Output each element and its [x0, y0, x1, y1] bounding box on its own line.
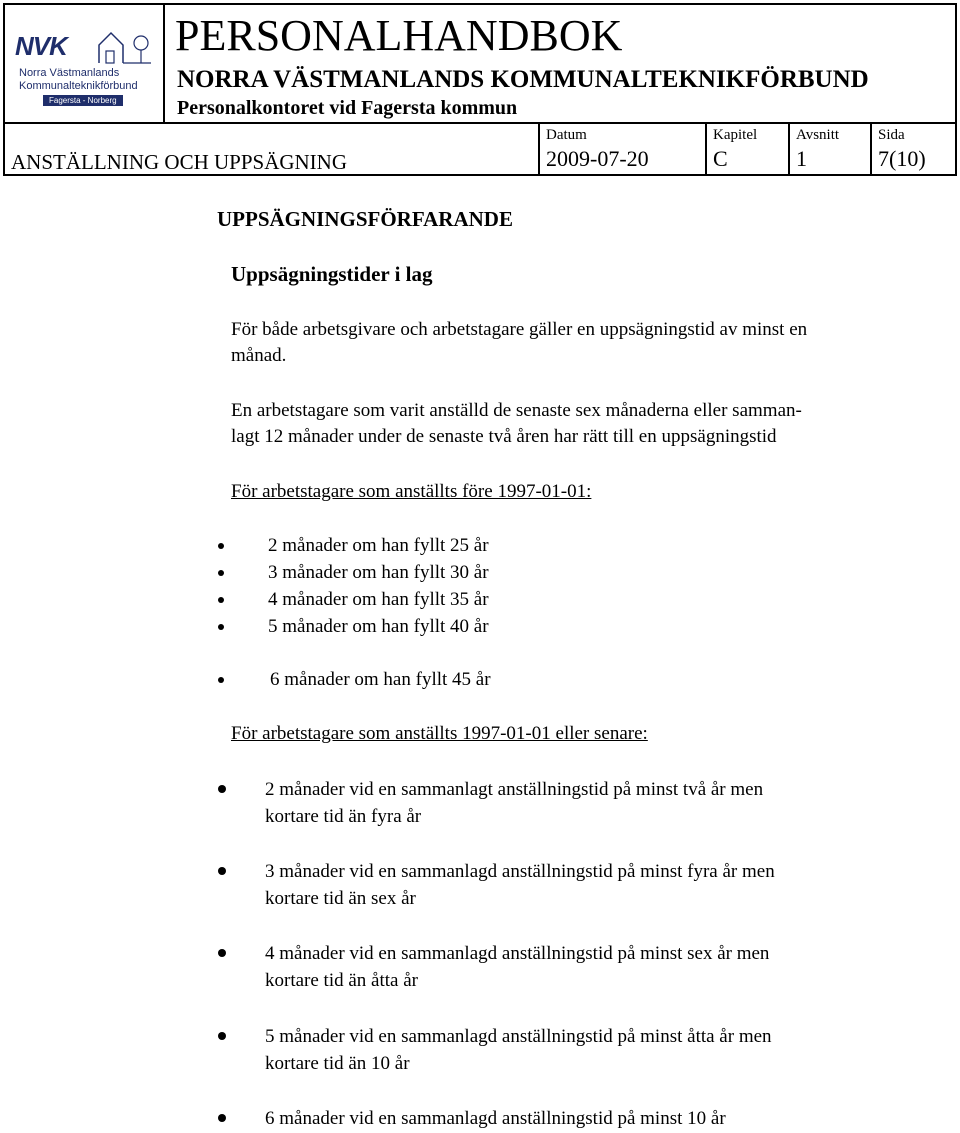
house-tree-icon — [97, 29, 153, 65]
subsection-heading: Uppsägningstider i lag — [231, 262, 433, 286]
avsnitt-value: 1 — [796, 146, 807, 171]
title-block — [165, 5, 955, 124]
sida-label: Sida — [878, 127, 905, 143]
bullet-icon — [218, 597, 224, 603]
bullet-icon — [218, 624, 224, 630]
document-title: PERSONALHANDBOK — [175, 11, 623, 60]
datum-label: Datum — [546, 127, 587, 143]
header-meta-row — [5, 122, 955, 174]
office-name: Personalkontoret vid Fagersta kommun — [177, 97, 518, 119]
kapitel-value: C — [713, 146, 728, 171]
logo-badge: Fagersta - Norberg — [43, 95, 123, 106]
bullet-icon — [218, 543, 224, 549]
before-1997-label: För arbetstagare som anställts före 1997-01-01: — [231, 481, 592, 502]
bullet-icon — [218, 1114, 226, 1122]
datum-value: 2009-07-20 — [546, 146, 649, 171]
meta-datum — [538, 124, 705, 176]
logo-block — [5, 5, 165, 124]
meta-sida — [870, 124, 955, 176]
paragraph-2-line-2: lagt 12 månader under de senaste två åren har rätt till en uppsägningstid — [231, 426, 777, 447]
avsnitt-label: Avsnitt — [796, 127, 840, 143]
sida-value: 7(10) — [878, 146, 926, 171]
kapitel-label: Kapitel — [713, 127, 758, 143]
bullet-icon — [218, 785, 226, 793]
bullet-icon — [218, 570, 224, 576]
bullet-icon — [218, 949, 226, 957]
bullet-icon — [218, 677, 224, 683]
paragraph-1-line-1: För både arbetsgivare och arbetstagare gäller en uppsägningstid av minst en — [231, 319, 808, 340]
meta-avsnitt — [788, 124, 870, 176]
after-1997-label: För arbetstagare som anställts 1997-01-01 eller senare: — [231, 723, 648, 744]
section-heading: UPPSÄGNINGSFÖRFARANDE — [217, 207, 513, 231]
bullet-icon — [218, 867, 226, 875]
paragraph-1-line-2: månad. — [231, 345, 287, 366]
organization-name: NORRA VÄSTMANLANDS KOMMUNALTEKNIKFÖRBUND — [177, 66, 869, 93]
document-header — [3, 3, 957, 176]
section-title: ANSTÄLLNING OCH UPPSÄGNING — [11, 150, 348, 174]
logo-mark: NVK — [15, 31, 67, 61]
logo-line-1: Norra Västmanlands — [19, 67, 120, 79]
meta-kapitel — [705, 124, 788, 176]
logo-line-2: Kommunalteknikförbund — [19, 80, 138, 92]
bullet-icon — [218, 1032, 226, 1040]
paragraph-2-line-1: En arbetstagare som varit anställd de senaste sex månaderna eller samman- — [231, 400, 802, 421]
